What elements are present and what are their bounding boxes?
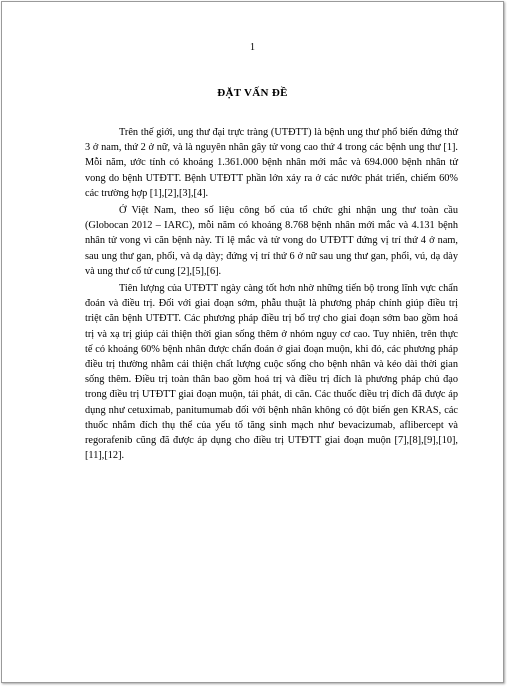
paragraph: Trên thế giới, ung thư đại trực tràng (UTĐTT) là bệnh ung thư phổ biến đứng thứ 3 ở nam, thứ 2 ở nữ, và là nguyên nhân gây tử vong cao thứ 4 trong các bệnh ung thư [1]. Mỗi năm, ước tính có khoảng 1.361.000 bệnh nhân mới mắc và 694.000 bệnh nhân tử vong do bệnh UTĐTT. Bệnh UTĐTT phần lớn xảy ra ở các nước phát triển, chiếm 60% các trường hợp [1],[2],[3],[4]. bbox=[85, 127, 458, 199]
paragraph: Ở Việt Nam, theo số liệu công bố của tổ chức ghi nhận ung thư toàn cầu (Globocan 2012 – IARC), mỗi năm có khoảng 8.768 bệnh nhân mới mắc và 4.131 bệnh nhân tử vong vì căn bệnh này. Tỉ lệ mắc và tử vong do UTĐTT đứng vị trí thứ 4 ở nam, sau ung thư gan, phổi, và dạ dày; đứng vị trí thứ 6 ở nữ sau ung thư gan, phổi, vú, dạ dày và ung thư cổ tử cung [2],[5],[6]. bbox=[85, 205, 458, 277]
document-page bbox=[1, 1, 504, 683]
paragraph: Tiên lượng của UTĐTT ngày càng tốt hơn nhờ những tiến bộ trong lĩnh vực chẩn đoán và điều trị. Đối với giai đoạn sớm, phẫu thuật là phương pháp chính giúp điều trị triệt căn bệnh UTĐTT. Các phương pháp điều trị bổ trợ cho giai đoạn sớm bao gồm hoá trị và xạ trị giúp cải thiện thời gian sống thêm ở nhóm nguy cơ cao. Tuy nhiên, trên thực tế có khoảng 60% bệnh nhân được chẩn đoán ở giai đoạn muộn, khi đó, các phương pháp điều trị thường nhằm cải thiện chất lượng cuộc sống cho bệnh nhân và kéo dài thời gian sống thêm. Điều trị toàn thân bao gồm hoá trị và điều trị đích là phương pháp chủ đạo trong điều trị UTĐTT giai đoạn muộn, tái phát, di căn. Các thuốc điều trị đích đã được áp dụng như cetuximab, panitumumab đối với bệnh nhân không có đột biến gen KRAS, các thuốc nhắm đích thụ thể của yếu tố tăng sinh mạch như bevacizumab, aflibercept và regorafenib cũng đã được áp dụng cho điều trị UTĐTT giai đoạn muộn [7],[8],[9],[10],[11],[12]. bbox=[85, 283, 458, 462]
document-body bbox=[85, 125, 458, 465]
page-title: ĐẶT VẤN ĐỀ bbox=[217, 87, 288, 99]
page-number: 1 bbox=[250, 42, 255, 53]
